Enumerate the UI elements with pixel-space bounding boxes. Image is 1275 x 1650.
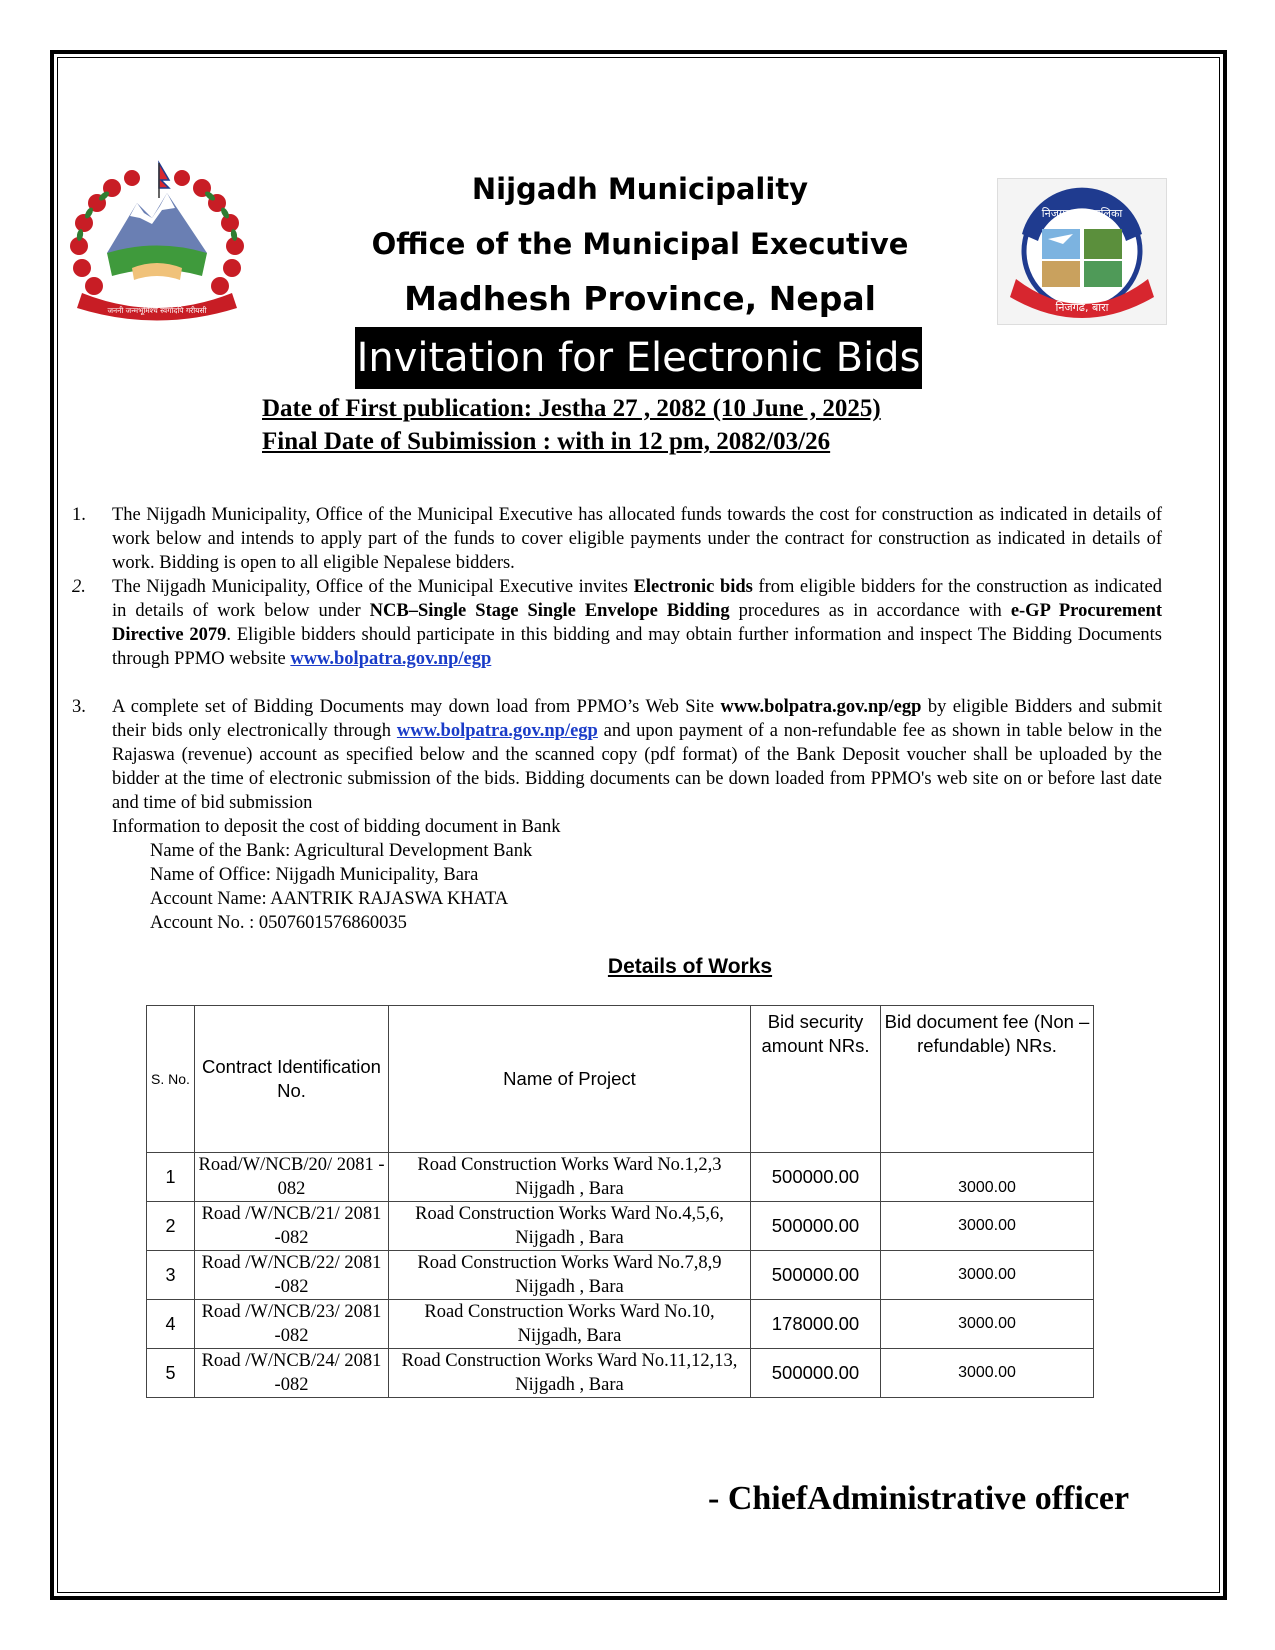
office-name-bank: Name of Office: Nijgadh Municipality, Bara (150, 865, 479, 885)
cell-bid-security: 500000.00 (751, 1251, 881, 1300)
logo-bottom-text: निजगढ, बारा (1055, 301, 1109, 314)
text-span: from eligible bidders for the construction as indicated in details of work below under (112, 577, 1162, 621)
table-header-row (147, 1006, 1094, 1153)
text-span: and upon payment of a non-refundable fee as shown in table below in the Rajaswa (revenue) account as specified below and the scanned copy (pdf format) of the Bank Deposit voucher shall be uploaded by the bidder at the time of electronic submission of the bids. Bidding documents can be down loaded from PPMO's web site on or before last date and time of bid submission (112, 721, 1162, 813)
office-name: Office of the Municipal Executive (371, 227, 909, 261)
paragraph-3 (72, 695, 1162, 815)
table-row (147, 1300, 1094, 1349)
bold-span: Electronic bids (633, 577, 753, 597)
cell-sno: 2 (147, 1202, 195, 1251)
cell-doc-fee: 3000.00 (881, 1153, 1094, 1202)
details-of-works-title: Details of Works (607, 955, 773, 978)
cell-bid-security: 500000.00 (751, 1202, 881, 1251)
deposit-info-heading: Information to deposit the cost of bidding document in Bank (112, 817, 561, 837)
cell-sno: 5 (147, 1349, 195, 1398)
province-name: Madhesh Province, Nepal (404, 279, 876, 318)
logo-top-text: निजगढ नगरपालिका (1041, 207, 1123, 220)
table-row (147, 1349, 1094, 1398)
cell-project: Road Construction Works Ward No.4,5,6, Nijgadh , Bara (389, 1202, 751, 1251)
cell-doc-fee: 3000.00 (881, 1300, 1094, 1349)
cell-contract-id: Road /W/NCB/23/ 2081 -082 (195, 1300, 389, 1349)
paragraph-number: 3. (72, 697, 86, 717)
dates-block (262, 392, 881, 458)
account-number: Account No. : 0507601576860035 (150, 913, 407, 933)
cell-doc-fee: 3000.00 (881, 1251, 1094, 1300)
bolpatra-link[interactable]: www.bolpatra.gov.np/egp (290, 649, 492, 669)
notice-body (72, 503, 1162, 935)
cell-doc-fee: 3000.00 (881, 1349, 1094, 1398)
bold-span: www.bolpatra.gov.np/egp (720, 697, 922, 717)
bank-name: Name of the Bank: Agricultural Development Bank (150, 841, 533, 861)
bolpatra-link[interactable]: www.bolpatra.gov.np/egp (396, 721, 598, 741)
cell-project: Road Construction Works Ward No.11,12,13, Nijgadh , Bara (389, 1349, 751, 1398)
cell-contract-id: Road /W/NCB/22/ 2081 -082 (195, 1251, 389, 1300)
bold-span: NCB–Single Stage Single Envelope Bidding (369, 601, 730, 621)
header-bid-security: Bid security amount NRs. (751, 1006, 881, 1153)
paragraph-text (112, 695, 1162, 815)
paragraph-number: 2. (72, 577, 86, 597)
cell-project: Road Construction Works Ward No.1,2,3 Nijgadh , Bara (389, 1153, 751, 1202)
paragraph-2 (72, 575, 1162, 671)
paragraph-number: 1. (72, 505, 86, 525)
header-contract-id: Contract Identification No. (195, 1006, 389, 1153)
cell-contract-id: Road /W/NCB/24/ 2081 -082 (195, 1349, 389, 1398)
cell-bid-security: 500000.00 (751, 1349, 881, 1398)
cell-project: Road Construction Works Ward No.7,8,9 Nijgadh , Bara (389, 1251, 751, 1300)
municipality-logo-icon (997, 178, 1167, 325)
paragraph-text: The Nijgadh Municipality, Office of the Municipal Executive has allocated funds towards the cost for construction as indicated in details of work below and intends to apply part of the funds to cover eligible payments under the contract for construction as indicated in details of work. Bidding is open to all eligible Nepalese bidders. (112, 505, 1162, 573)
table-row (147, 1153, 1094, 1202)
final-submission-date: Final Date of Subimission : with in 12 pm, 2082/03/26 (262, 428, 831, 455)
cell-sno: 3 (147, 1251, 195, 1300)
cell-bid-security: 178000.00 (751, 1300, 881, 1349)
account-name: Account Name: AANTRIK RAJASWA KHATA (150, 889, 509, 909)
text-span: . Eligible bidders should participate in this bidding and may obtain further information and inspect The Bidding Documents through PPMO website (112, 625, 1162, 669)
municipality-name: Nijgadh Municipality (471, 172, 809, 206)
signature-line: - ChiefAdministrative officer (708, 1480, 1130, 1517)
paragraph-1 (72, 503, 1162, 575)
text-span: A complete set of Bidding Documents may down load from PPMO’s Web Site (112, 697, 721, 717)
text-span: The Nijgadh Municipality, Office of the Municipal Executive invites (112, 577, 634, 597)
works-table (146, 1005, 1094, 1398)
bold-span: e-GP Procurement Directive 2079 (112, 601, 1162, 645)
table-row (147, 1251, 1094, 1300)
table-row (147, 1202, 1094, 1251)
cell-sno: 1 (147, 1153, 195, 1202)
emblem-motto: जननी जन्मभूमिश्च स्वर्गादपि गरीयसी (107, 306, 207, 315)
header-sno: S. No. (147, 1006, 195, 1153)
cell-project: Road Construction Works Ward No.10, Nijgadh, Bara (389, 1300, 751, 1349)
text-span: by eligible Bidders and submit their bids only electronically through (112, 697, 1162, 741)
cell-sno: 4 (147, 1300, 195, 1349)
cell-contract-id: Road /W/NCB/21/ 2081 -082 (195, 1202, 389, 1251)
header-project: Name of Project (389, 1006, 751, 1153)
cell-contract-id: Road/W/NCB/20/ 2081 - 082 (195, 1153, 389, 1202)
nepal-emblem-icon (62, 158, 252, 328)
paragraph-text (112, 575, 1162, 671)
notice-banner: Invitation for Electronic Bids (355, 327, 922, 389)
cell-bid-security: 500000.00 (751, 1153, 881, 1202)
text-span: procedures as in accordance with (729, 601, 1011, 621)
cell-doc-fee: 3000.00 (881, 1202, 1094, 1251)
header-doc-fee: Bid document fee (Non – refundable) NRs. (881, 1006, 1094, 1153)
first-publication-date: Date of First publication: Jestha 27 , 2082 (10 June , 2025) (262, 395, 881, 422)
